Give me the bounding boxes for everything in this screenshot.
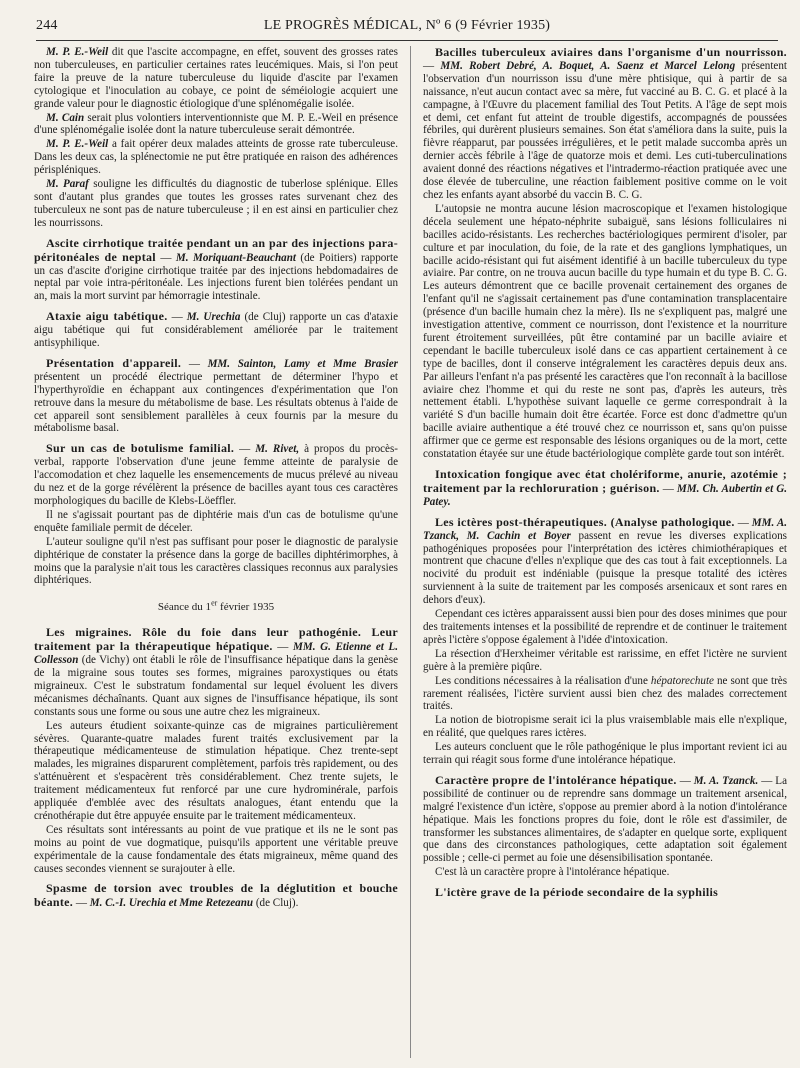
author: MM. G. Etienne et L. Collesson bbox=[34, 641, 398, 667]
author: M. Moriquant-Beauchant bbox=[175, 251, 296, 264]
article-heading: Les migraines. Rôle du foie dans leur pathogénie. Leur traitement par la thérapeutique hépatique. bbox=[34, 625, 398, 654]
paragraph: Cependant ces ictères apparaissent aussi bien pour des doses minimes que pour des traitements intenses et la possibilité de reprendre et de continuer le traitement après l'ictère s'oppose également à l'idée d'intoxication. bbox=[423, 608, 787, 646]
paragraph: Les auteurs étudient soixante-quinze cas de migraines particulièrement sévères. Quarante-quatre malades furent traités exclusivement par la thérapeutique médicamenteuse de stimulation hépatique. Chez trente-sept malades, les migraines disparurent complètement, parfois très rapidement, ou des s'atténuèrent et s'espacèrent très considérablement. Chez trente sujets, le traitement médicamenteux fut renforcé par une cure hydrominérale, parfois appliquée d'emblée avec des résultats analogues, étant entendu que la crénothérapie dut être appuyée ensuite par le traitement médicamenteux. bbox=[34, 719, 398, 822]
paragraph: Bacilles tuberculeux aviaires dans l'organisme d'un nourrisson. — MM. Robert Debré, A. Boquet, A. Saenz et Marcel Lelong présentent l'observation d'un nourrisson issu d'une mère phtisique, qui à partir de sa naissance, n'eut aucun contact avec sa mère, fut vacciné au B. C. G. et placé à la campagne, à l'Œuvre du placement familial des Tout Petits. A l'âge de sept mois et demi, cet enfant fut atteint de trouble digestifs, accompagnés de poussées fébriles, qui durèrent plusieurs semaines. Son état s'améliora dans la suite, puis la fièvre réapparut, par poussées irrégulières, et le petit malade succomba après un dernier accès fébrile à l'âge de quatorze mois et demi. Les cuti-tuberculinations avaient donné des réactions négatives et l'intradermo-réaction pratiquée avec une dose élevée de tuberculine, une réaction faiblement positive comme on le voit chez les enfants ayant absorbé du vaccin B. C. G. bbox=[423, 45, 787, 201]
author: M. C.-I. Urechia et Mme Retezeanu bbox=[89, 897, 254, 910]
paragraph: Ataxie aigu tabétique. — M. Urechia (de Cluj) rapporte un cas d'ataxie aigu tabétique qui fut considérablement améliorée par le traitement antisyphilique. bbox=[34, 309, 399, 350]
article-heading: Intoxication fongique avec état cholériforme, anurie, azotémie ; traitement par la rechloruration ; guérison. bbox=[423, 467, 787, 495]
paragraph: Les ictères post-thérapeutiques. (Analyse pathologique. — MM. A. Tzanck, M. Cachin et Boyer passent en revue les diverses explications pathogéniques proposées pour l'interprétation des ictères chimiothérapiques et montrent que chacune d'elles n'explique que des cas tout à fait exceptionnels. La nocivité du produit est indéniable (puisque la presque totalité des ictères surviennent à la suite de traitement par les composés arsenicaux et sont rares en dehors d'eux). bbox=[423, 514, 787, 607]
article-migraines bbox=[34, 626, 398, 875]
paragraph: Les conditions nécessaires à la réalisation d'une hépatorechute ne sont que très rarement réalisées, l'ictère survient aussi bien chez des malades correctement traités. bbox=[423, 674, 788, 713]
paragraph: Intoxication fongique avec état cholériforme, anurie, azotémie ; traitement par la rechloruration ; guérison. — MM. Ch. Aubertin et G. Patey. bbox=[423, 467, 788, 508]
left-column bbox=[34, 46, 398, 911]
article-intolerance bbox=[423, 774, 787, 879]
paragraph: Il ne s'agissait pourtant pas de diphtérie mais d'un cas de botulisme qu'une enquête familiale permit de déceler. bbox=[34, 508, 398, 534]
paragraph: M. P. E.-Weil dit que l'ascite accompagne, en effet, souvent des grosses rates non tuberculeuses, en particulier certaines rates leucémiques. Mais, si l'on peut faire la preuve de la nature tuberculeuse du liquide d'ascite par l'examen cytologique et l'inoculation au cobaye, ce point de séméiologie acquiert une grande valeur pour le diagnostic étiologique d'une splénomégalie isolée. bbox=[34, 46, 398, 110]
paragraph: Ascite cirrhotique traitée pendant un an par des injections para-péritonéales de neptal — M. Moriquant-Beauchant (de Poitiers) rapporte un cas d'ascite d'origine cirrhotique traitée par des injections hebdomadaires de neptal par voie intra-péritonéale. Les injections furent bien tolérées pendant un an, mais la mort survint par hémorragie intestinale. bbox=[34, 235, 399, 303]
author: M. Rivet, bbox=[255, 443, 300, 456]
page-header bbox=[36, 18, 778, 41]
article-appareil bbox=[34, 357, 398, 435]
paragraph: L'auteur souligne qu'il n'est pas suffisant pour poser le diagnostic de paralysie diphtérique de constater la présence dans la gorge de bacilles diphtérimorphes, à moins que la paralysie n'ait tous les caractères classiques reconnus aux paralysies diphtériques. bbox=[34, 535, 398, 587]
author: M. Urechia bbox=[186, 311, 241, 324]
article-heading: Bacilles tuberculeux aviaires dans l'organisme d'un nourrisson. bbox=[435, 45, 787, 59]
right-column bbox=[423, 46, 787, 901]
paragraph: L'autopsie ne montra aucune lésion macroscopique et l'examen histologique décela seulement une hépato-néphrite subaiguë, sans lésions folliculaires ni bacilles acido-résistants. Les recherches bactériologiques permirent d'isoler, par culture et par inoculation, du foie, de la rate et des ganglions lymphatiques, un bacille acido-résistant qui fut aisément identifié à un bacille tuberculeux du type aviaire. Par contre, on ne trouva aucun bacille du type humain et du type B. C. G. Les auteurs démontrent que ce bacille provenait certainement des organes de l'enfant qu'il ne s'agissait certainement pas d'une contamination transplacentaire (présence d'un bacille humain chez la mère). Ils ne s'expliquent pas, malgré une investigation attentive, comment ce nourrisson, dont l'existence et la nourriture furent étroitement surveillées, pût être contaminé par un bacille aviaire et cependant le bacille tuberculeux isolé dans ce cas appartient certainement à ce type de bacilles, dont il conserve intégralement les caractères depuis deux ans. Par ailleurs l'enfant n'a pas présenté les caractères que l'on reconnaît à la bacillose aviaire chez l'homme et qui du reste ne sont pas, d'après les auteurs, très nettement établi. L'hypothèse suivant laquelle ce germe correspondrait à la variété S d'un bacille humain doit être écartée. Force est donc d'admettre qu'un bacille aviaire authentique a été trouvé chez ce nourrisson et, sans qu'on puisse affirmer que ce germe est responsable des lésions organiques ou de la mort, cette constatation étayée sur une étude bactériologique complète garde tout son intérêt. bbox=[423, 202, 787, 461]
paragraph: Présentation d'appareil. — MM. Sainton, Lamy et Mme Brasier présentent un procédé électrique permettant de déterminer l'hypo et l'hyperthyroïdie en échappant aux contingences d'expérimentation que l'on retrouve dans la mesure du métabolisme de base. Les résultats obtenus à l'aide de cet appareil sont sensiblement parallèles à ceux fournis par la mesure du métabolisme basal. bbox=[34, 355, 399, 435]
article-heading: Sur un cas de botulisme familial. bbox=[46, 441, 235, 456]
article-spasme bbox=[34, 882, 398, 910]
author: MM. Ch. Aubertin et G. Patey. bbox=[423, 482, 788, 508]
paragraph: Les auteurs concluent que le rôle pathogénique le plus important revient ici au terrain qui réagit sous forme d'une intolérance hépatique. bbox=[423, 741, 787, 767]
author: M. Paraf bbox=[46, 178, 89, 191]
paragraph: La résection d'Herxheimer véritable est rarissime, en effet l'ictère ne survient guère à la première piqûre. bbox=[423, 647, 787, 673]
page-number: 244 bbox=[36, 18, 58, 33]
column-divider bbox=[410, 46, 411, 1058]
paragraph: La notion de biotropisme serait ici la plus vraisemblable mais elle n'explique, en réalité, que quelques rares ictères. bbox=[423, 714, 787, 740]
article-ataxie bbox=[34, 310, 398, 350]
article-ictere-grave bbox=[423, 886, 787, 900]
paragraph: C'est là un caractère propre à l'intolérance hépatique. bbox=[435, 866, 670, 879]
paragraph: M. P. E.-Weil a fait opérer deux malades atteints de grosse rate tuberculeuse. Dans les deux cas, la splénectomie ne put être pratiquée en raison des adhérences périspléniques. bbox=[34, 138, 398, 177]
article-heading: Ataxie aigu tabétique. bbox=[46, 309, 168, 324]
author: MM. A. Tzanck, M. Cachin et Boyer bbox=[423, 516, 787, 542]
paragraph: Caractère propre de l'intolérance hépatique. — M. A. Tzanck. — La possibilité de continuer ou de reprendre sans dommage un traitement arsenical, malgré l'existence d'un ictère, s'oppose au premier abord à la notion d'intolérance hépatique. Mais les fonctions propres du foie, dont le rôle est d'assimiler, de transformer les substances alimentaires, de s'adapter en quelque sorte, expliquent que dans des circonstances pathologiques, cette adaptation soit également possible ; celle-ci permet au foie une désensibilisation spontanée. bbox=[423, 772, 787, 865]
paragraph: Sur un cas de botulisme familial. — M. Rivet, à propos du procès-verbal, rapporte l'observation d'une jeune femme atteinte de paralysie de l'accomodation et chez laquelle les ensemencements de mucus prélevé au niveau du nez et de la gorge révélèrent la présence de bacilles ayant tous ces caractères morphologiques du bacille de Klebs-Löeffler. bbox=[34, 441, 398, 507]
paragraph: Spasme de torsion avec troubles de la déglutition et bouche béante. — M. C.-I. Urechia et Mme Retezeanu (de Cluj). bbox=[34, 881, 398, 910]
session-date: Séance du 1er février 1935 bbox=[157, 598, 275, 614]
article-heading: Caractère propre de l'intolérance hépatique. bbox=[435, 772, 677, 787]
author: M. P. E.-Weil bbox=[46, 46, 109, 58]
article-intoxication bbox=[423, 468, 787, 509]
paragraph: Les migraines. Rôle du foie dans leur pathogénie. Leur traitement par la thérapeutique hépatique. — MM. G. Etienne et L. Collesson (de Vichy) ont établi le rôle de l'insuffisance hépatique dans la genèse de la migraine sous toutes ses formes, migraines paroxystiques ou états migraineux. C'est le substratum fondamental sur lequel évoluent les divers mécanismes déchaînants. Quant aux signes de l'insuffisance hépatique, ils sont constants sous une forme ou sous une autre chez les migraineux. bbox=[34, 625, 398, 718]
author: MM. Robert Debré, A. Boquet, A. Saenz et Marcel Lelong bbox=[440, 59, 736, 72]
article-heading: Ascite cirrhotique traitée pendant un an par des injections para-péritonéales de neptal bbox=[34, 235, 398, 264]
author: MM. Sainton, Lamy et Mme Brasier bbox=[207, 357, 399, 370]
article-icteres bbox=[423, 516, 787, 767]
paragraph: M. Cain serait plus volontiers interventionniste que M. P. E.-Weil en présence d'une splénomégalie isolée dont la nature tuberculeuse serait démontrée. bbox=[34, 111, 399, 137]
paragraph: Ces résultats sont intéressants au point de vue pratique et ils ne le sont pas moins au point de vue dogmatique, puisqu'ils apportent une véritable preuve expérimentale de la cause fondamentale des états migraineux, même quand des causes secondes viennent se surajouter à elle. bbox=[34, 823, 398, 875]
journal-title: LE PROGRÈS MÉDICAL, Nº 6 (9 Février 1935) bbox=[263, 18, 551, 33]
article-bacilles bbox=[423, 46, 787, 461]
article-heading: Présentation d'appareil. bbox=[46, 355, 182, 370]
article-botulisme bbox=[34, 442, 398, 587]
article-heading: L'ictère grave de la période secondaire de la syphilis bbox=[435, 885, 719, 900]
author: M. Cain bbox=[46, 111, 85, 124]
paragraph: M. Paraf souligne les difficultés du diagnostic de tuberlose splénique. Elles sont d'autant plus grandes que toutes les grosses rates survenant chez des tuberculeux ne sont pas de nature tuberculeuse ; il en est ainsi en particulier chez les nourrissons. bbox=[34, 178, 398, 229]
article-heading: Spasme de torsion avec troubles de la déglutition et bouche béante. bbox=[34, 881, 398, 910]
author: M. P. E.-Weil bbox=[46, 138, 109, 151]
paragraph bbox=[423, 886, 787, 900]
article-ascite bbox=[34, 237, 398, 304]
author: M. A. Tzanck. bbox=[693, 774, 759, 787]
article-heading: Les ictères post-thérapeutiques. (Analyse pathologique. bbox=[435, 514, 735, 529]
